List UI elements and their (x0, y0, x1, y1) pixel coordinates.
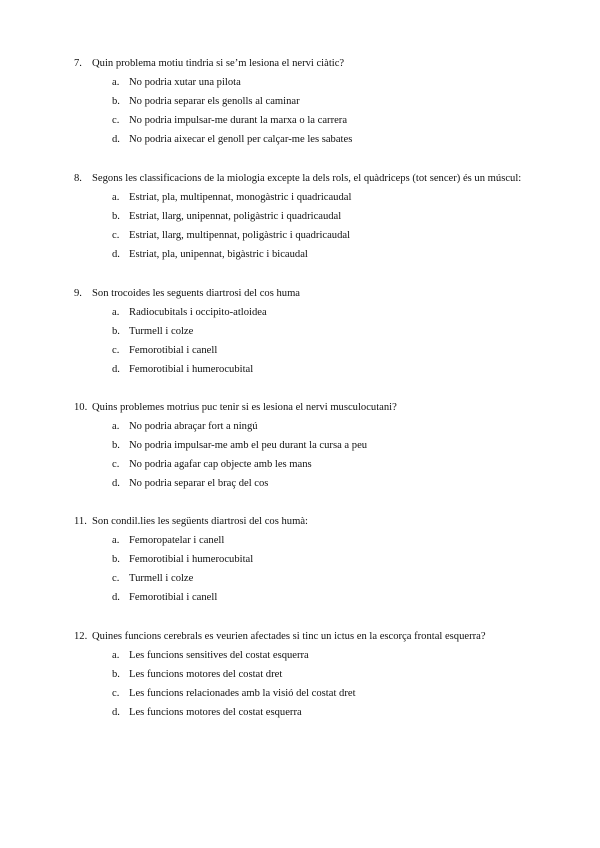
question-number: 10. (74, 402, 88, 413)
option-text: Femorotibial i canell (129, 345, 218, 356)
option-letter: d. (112, 364, 120, 375)
option-a (74, 420, 574, 434)
option-text: No podria abraçar fort a ningú (129, 421, 258, 432)
option-text: No podria agafar cap objecte amb les mans (129, 459, 312, 470)
option-text: Estriat, llarg, unipennat, poligàstric i quadricaudal (129, 211, 342, 222)
option-letter: d. (112, 249, 120, 260)
option-text: Turmell i colze (129, 573, 194, 584)
option-letter: b. (112, 440, 120, 451)
option-letter: d. (112, 478, 120, 489)
option-text: No podria impulsar-me durant la marxa o la carrera (129, 115, 348, 126)
option-b (74, 553, 574, 567)
options-list (74, 191, 574, 262)
question-number: 12. (74, 631, 88, 642)
option-d (74, 248, 574, 262)
option-letter: b. (112, 211, 120, 222)
option-text: No podria xutar una pilota (129, 77, 241, 88)
question-8 (74, 172, 574, 267)
option-d (74, 363, 574, 377)
option-d (74, 706, 574, 720)
question-7 (74, 57, 574, 152)
option-d (74, 133, 574, 147)
option-c (74, 229, 574, 243)
question-stem (74, 401, 574, 415)
option-text: Femorotibial i canell (129, 592, 218, 603)
options-list (74, 649, 574, 720)
option-b (74, 325, 574, 339)
option-letter: c. (112, 230, 120, 241)
question-stem (74, 287, 574, 301)
option-letter: b. (112, 326, 120, 337)
option-a (74, 76, 574, 90)
option-text: Femoropatelar i canell (129, 535, 225, 546)
option-text: No podria impulsar-me amb el peu durant la cursa a peu (129, 440, 368, 451)
options-list (74, 420, 574, 491)
option-b (74, 668, 574, 682)
question-number: 8. (74, 173, 82, 184)
option-b (74, 95, 574, 109)
option-letter: d. (112, 707, 120, 718)
option-a (74, 306, 574, 320)
option-text: Estriat, pla, multipennat, monogàstric i quadricaudal (129, 192, 352, 203)
option-letter: a. (112, 307, 120, 318)
question-text: Son condil.lies les següents diartrosi del cos humà: (92, 516, 308, 527)
option-letter: c. (112, 573, 120, 584)
option-letter: d. (112, 592, 120, 603)
option-d (74, 477, 574, 491)
option-a (74, 191, 574, 205)
question-text: Quins problemes motrius puc tenir si es lesiona el nervi musculocutani? (92, 402, 397, 413)
option-letter: b. (112, 669, 120, 680)
option-c (74, 687, 574, 701)
option-d (74, 591, 574, 605)
option-text: Femorotibial i humerocubital (129, 364, 254, 375)
option-letter: d. (112, 134, 120, 145)
option-c (74, 344, 574, 358)
question-12 (74, 630, 574, 725)
option-b (74, 439, 574, 453)
option-text: Radiocubitals i occipito-atloidea (129, 307, 267, 318)
question-text: Segons les classificacions de la miologia excepte la dels rols, el quàdriceps (tot sencer) és un múscul: (92, 173, 522, 184)
option-a (74, 534, 574, 548)
option-text: Les funcions motores del costat dret (129, 669, 283, 680)
question-stem (74, 515, 574, 529)
option-letter: a. (112, 650, 120, 661)
option-letter: c. (112, 459, 120, 470)
option-letter: c. (112, 115, 120, 126)
question-text: Quines funcions cerebrals es veurien afectades si tinc un ictus en la escorça frontal esquerra? (92, 631, 486, 642)
option-text: Estriat, pla, unipennat, bigàstric i bicaudal (129, 249, 308, 260)
option-text: Femorotibial i humerocubital (129, 554, 254, 565)
option-letter: b. (112, 96, 120, 107)
question-text: Quin problema motiu tindria si se’m lesiona el nervi ciàtic? (92, 58, 345, 69)
question-number: 11. (74, 516, 87, 527)
question-11 (74, 515, 574, 610)
option-text: Les funcions motores del costat esquerra (129, 707, 302, 718)
option-text: Turmell i colze (129, 326, 194, 337)
option-letter: a. (112, 421, 120, 432)
option-letter: c. (112, 345, 120, 356)
options-list (74, 534, 574, 605)
option-letter: a. (112, 535, 120, 546)
question-stem (74, 57, 574, 71)
options-list (74, 306, 574, 377)
option-text: Estriat, llarg, multipennat, poligàstric i quadricaudal (129, 230, 351, 241)
question-text: Son trocoides les seguents diartrosi del cos huma (92, 288, 301, 299)
option-letter: a. (112, 192, 120, 203)
option-c (74, 458, 574, 472)
option-letter: b. (112, 554, 120, 565)
option-letter: a. (112, 77, 120, 88)
option-text: Les funcions relacionades amb la visió del costat dret (129, 688, 356, 699)
question-9 (74, 287, 574, 382)
option-a (74, 649, 574, 663)
question-number: 9. (74, 288, 82, 299)
question-number: 7. (74, 58, 82, 69)
option-c (74, 114, 574, 128)
option-c (74, 572, 574, 586)
option-b (74, 210, 574, 224)
option-letter: c. (112, 688, 120, 699)
option-text: No podria aixecar el genoll per calçar-me les sabates (129, 134, 353, 145)
question-10 (74, 401, 574, 496)
question-stem (74, 172, 574, 186)
option-text: No podria separar els genolls al caminar (129, 96, 300, 107)
options-list (74, 76, 574, 147)
question-stem (74, 630, 574, 644)
option-text: No podria separar el braç del cos (129, 478, 269, 489)
option-text: Les funcions sensitives del costat esquerra (129, 650, 309, 661)
